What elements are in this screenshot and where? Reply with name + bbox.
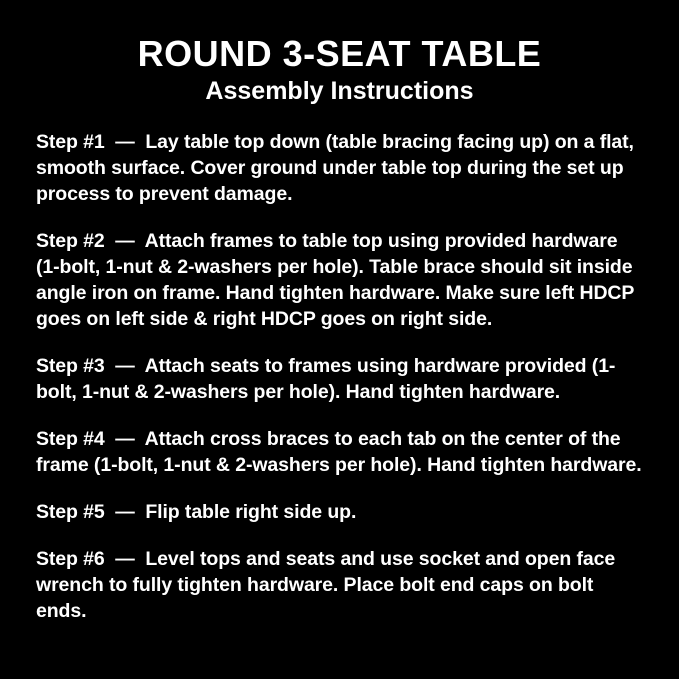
page-title: ROUND 3-SEAT TABLE — [137, 33, 542, 74]
step-5-text: Flip table right side up. — [145, 501, 357, 524]
steps-list — [0, 129, 679, 624]
step-5-label: Step #5 — — [36, 501, 146, 524]
step-4-label: Step #4 — — [36, 428, 145, 451]
step-6-label: Step #6 — — [36, 548, 146, 571]
step-6-text: Level tops and seats and use socket and open face wrench to fully tighten hardware. Place bolt end caps on bolt ends. — [36, 548, 621, 623]
step-3-text: Attach seats to frames using hardware provided (1-bolt, 1-nut & 2-washers per hole). Hand tighten hardware. — [36, 355, 616, 404]
step-1-label: Step #1 — — [36, 131, 146, 154]
step-5 — [36, 499, 643, 525]
step-1 — [36, 129, 643, 207]
step-4 — [36, 426, 643, 478]
step-2-text: Attach frames to table top using provided hardware (1-bolt, 1-nut & 2-washers per hole). Table brace should sit inside angle iron on frame. Hand tighten hardware. Make sure left HDCP goes on left side & right HDCP goes on right side. — [36, 230, 640, 331]
step-2 — [36, 228, 643, 332]
page-subtitle: Assembly Instructions — [205, 76, 474, 105]
step-3 — [36, 353, 643, 405]
step-3-label: Step #3 — — [36, 355, 145, 378]
step-4-text: Attach cross braces to each tab on the center of the frame (1-bolt, 1-nut & 2-washers per hole). Hand tighten hardware. — [36, 428, 642, 477]
step-1-text: Lay table top down (table bracing facing up) on a flat, smooth surface. Cover ground under table top during the set up process to prevent damage. — [36, 131, 640, 206]
step-2-label: Step #2 — — [36, 230, 145, 253]
step-6 — [36, 546, 643, 624]
